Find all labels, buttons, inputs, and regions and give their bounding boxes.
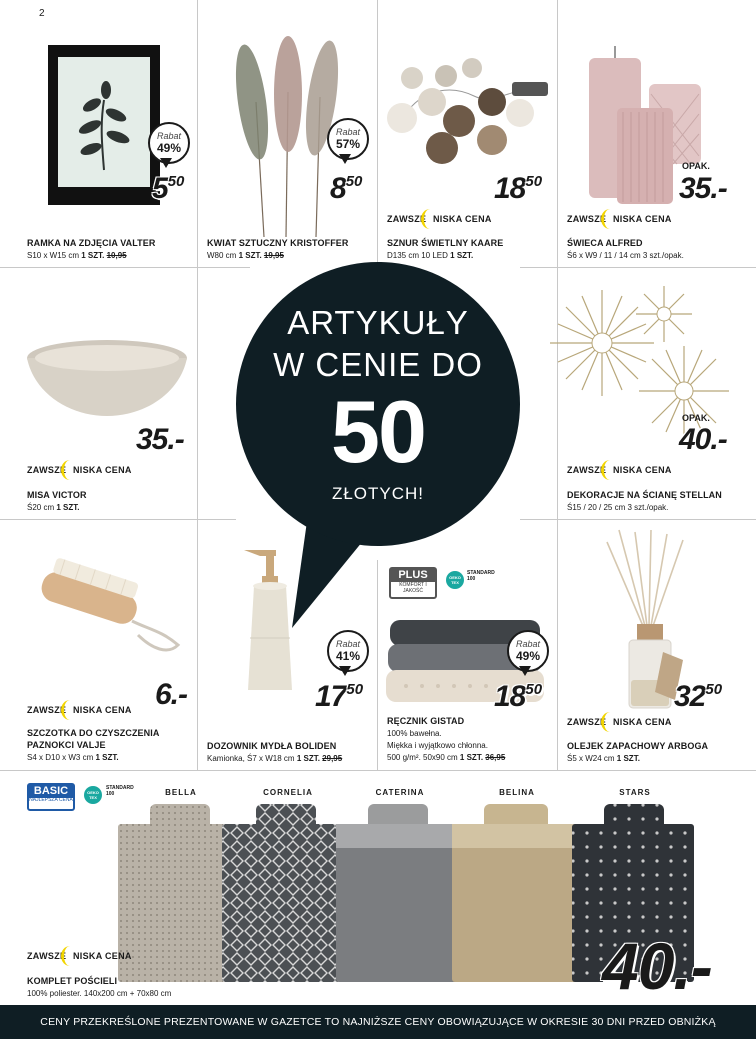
product-desc: Ś6 x W9 / 11 / 14 cm 3 szt./opak.	[567, 251, 684, 260]
product-desc: D135 cm 10 LED 1 SZT.	[387, 251, 474, 260]
product-desc: Kamionka, Ś7 x W18 cm 1 SZT. 29,95	[207, 754, 343, 763]
grid-line	[0, 519, 236, 520]
grid-line	[520, 519, 756, 520]
pack-label: OPAK.	[682, 413, 710, 423]
price: $8^{50}$	[330, 172, 363, 205]
product-desc-line1: 100% bawełna.	[387, 729, 442, 738]
headline-line3: ZŁOTYCH!	[331, 484, 425, 503]
oeko-tex-icon: OEKO TEX	[84, 786, 102, 804]
discount-bubble: Rabat 49%	[507, 630, 549, 678]
standard-label: STANDARD 100	[467, 570, 495, 582]
string-lights-image	[384, 56, 554, 168]
price: 40.-	[679, 423, 727, 456]
product-name: SZNUR ŚWIETLNY KAARE	[387, 238, 504, 248]
headline-line1: ARTYKUŁY	[287, 304, 469, 341]
grid-line	[0, 267, 250, 268]
product-name: OLEJEK ZAPACHOWY ARBOGA	[567, 741, 709, 751]
grid-line	[197, 0, 198, 770]
discount-bubble: Rabat 57%	[327, 118, 369, 166]
product-name: RĘCZNIK GISTAD	[387, 716, 465, 726]
price: $32^{50}$	[674, 680, 723, 713]
bedding-name-caterina: CATERINA	[375, 788, 425, 797]
product-desc-line2: Miękka i wyjątkowo chłonna.	[387, 741, 488, 750]
product-desc: 100% poliester. 140x200 cm + 70x80 cm	[27, 989, 172, 998]
discount-bubble: Rabat 49%	[148, 122, 190, 170]
product-name-line2: PAZNOKCI VALJE	[27, 740, 106, 750]
bedding-price: 40.-	[602, 929, 712, 1003]
price: 35.-	[136, 423, 184, 456]
grid-line	[377, 0, 378, 262]
oeko-tex-icon: OEKO TEX	[446, 571, 464, 589]
product-desc: Ś5 x W24 cm 1 SZT.	[567, 754, 640, 763]
bedding-name-bella: BELLA	[165, 788, 197, 797]
pack-label: OPAK.	[682, 161, 710, 171]
grid-line	[557, 0, 558, 770]
product-desc: S10 x W15 cm 1 SZT. 10,95	[27, 251, 127, 260]
product-name: DEKORACJE NA ŚCIANĘ STELLAN	[567, 490, 722, 500]
standard-label: STANDARD 100	[106, 785, 134, 797]
photo-frame-image	[48, 45, 160, 205]
footer-disclaimer: CENY PRZEKREŚLONE PREZENTOWANE W GAZETCE TO NAJNIŻSZE CENY OBOWIĄZUJĄCE W OKRESIE 30 DNI PRZED OBNIŻKĄ	[0, 1005, 756, 1039]
discount-bubble: Rabat 41%	[327, 630, 369, 678]
basic-badge: BASIC NAJLEPSZA CENA	[27, 783, 75, 811]
price: $17^{50}$	[315, 680, 364, 713]
product-desc-line3: 500 g/m². 50x90 cm 1 SZT. 36,95	[387, 753, 506, 762]
bedding-name-cornelia: CORNELIA	[263, 788, 313, 797]
price: $18^{50}$	[494, 172, 543, 205]
soap-dispenser-image	[240, 542, 310, 692]
product-name: RAMKA NA ZDJĘCIA VALTER	[27, 238, 156, 248]
grid-line	[520, 267, 756, 268]
product-desc: Ś15 / 20 / 25 cm 3 szt./opak.	[567, 503, 669, 512]
product-name: KOMPLET POŚCIELI	[27, 976, 118, 986]
price: $5^{50}$	[152, 172, 185, 205]
headline-number: 50	[331, 382, 425, 481]
product-name: DOZOWNIK MYDŁA BOLIDEN	[207, 741, 337, 751]
product-desc: Ś20 cm 1 SZT.	[27, 503, 80, 512]
page-number: 2	[39, 8, 45, 19]
product-name: SZCZOTKA DO CZYSZCZENIA	[27, 728, 160, 738]
product-desc: W80 cm 1 SZT. 19,95	[207, 251, 284, 260]
grid-line	[0, 770, 756, 771]
price: 6.-	[155, 678, 188, 711]
product-desc: S4 x D10 x W3 cm 1 SZT.	[27, 753, 119, 762]
bowl-image	[24, 338, 190, 418]
product-name: KWIAT SZTUCZNY KRISTOFFER	[207, 238, 349, 248]
nail-brush-image	[28, 565, 186, 663]
price: 35.-	[679, 172, 727, 205]
bedding-name-stars: STARS	[619, 788, 651, 797]
product-name: MISA VICTOR	[27, 490, 87, 500]
wall-decoration-image	[566, 286, 736, 436]
plus-badge: PLUS KOMFORT I JAKOŚĆ	[389, 567, 437, 599]
bedding-name-belina: BELINA	[499, 788, 535, 797]
product-name: ŚWIECA ALFRED	[567, 238, 643, 248]
price: $18^{50}$	[494, 680, 543, 713]
headline-line2: W CENIE DO	[273, 346, 483, 383]
